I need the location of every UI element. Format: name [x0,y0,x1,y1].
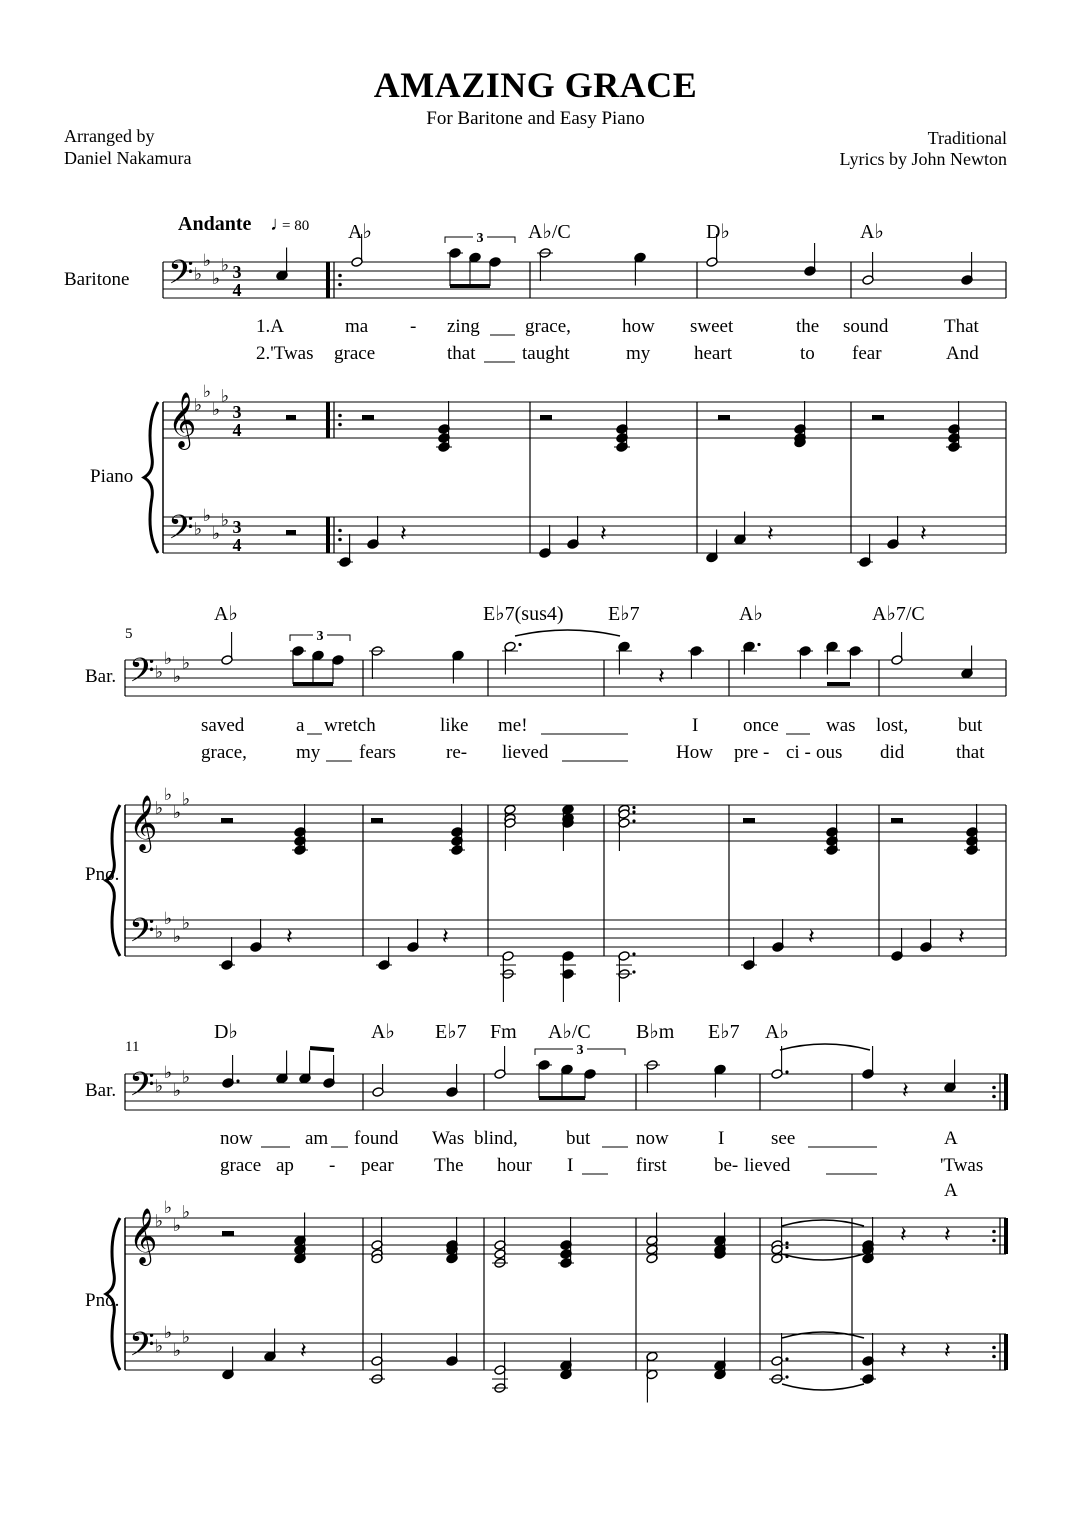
voice-instrument-short: Bar. [85,1080,117,1101]
augmentation-dot [236,1079,239,1082]
half-rest [362,415,374,420]
lyric-verse2: The [434,1155,464,1176]
key-signature-flat: ♭ [173,1341,182,1360]
lyric-verse1: the [796,316,820,337]
lyric-verse1: zing [447,316,480,337]
augmentation-dot [785,1070,788,1073]
lyric-verse2: ci - [786,742,811,763]
half-rest [718,415,730,420]
whole-rest [286,530,296,535]
composer-label: Traditional [927,128,1007,148]
lyric-verse2: lieved [744,1155,791,1176]
voice-staff [125,660,1006,696]
bass-clef: 𝄢 [168,509,194,554]
key-signature-flat: ♭ [173,1081,182,1100]
key-signature-flat: ♭ [173,927,182,946]
lyric-verse1: now [220,1128,253,1149]
half-rest [891,818,903,823]
lyric-verse2: re- [446,742,468,763]
quarter-rest: 𝄽 [944,1338,951,1363]
lyric-verse1: but [566,1128,591,1149]
key-signature-flat: ♭ [182,789,191,809]
lyric-verse1: lost, [876,715,909,736]
quarter-rest: 𝄽 [900,1222,907,1247]
key-signature-flat: ♭ [194,264,203,284]
repeat-dot [338,529,342,533]
lyric-verse1: - [410,316,417,337]
lyric-verse2: hour [497,1155,532,1176]
lyric-verse1: sound [843,316,889,337]
key-signature-flat: ♭ [155,1336,164,1356]
whole-rest [286,415,296,420]
key-signature-flat: ♭ [173,1216,182,1235]
augmentation-dot [632,810,635,813]
lyric-verse2: How [676,742,713,763]
lyric-verse2: 2.'Twas [256,343,314,364]
key-signature-flat: ♭ [203,506,212,525]
quarter-rest: 𝄽 [944,1222,951,1247]
augmentation-dot [632,952,635,955]
key-signature-flat: ♭ [182,653,191,673]
page-subtitle: For Baritone and Easy Piano [426,108,645,129]
lyric-verse2: lieved [502,742,549,763]
quarter-rest: 𝄽 [600,521,607,546]
measure-number: 11 [125,1039,140,1055]
chord-symbol: E♭7(sus4) [483,603,564,625]
chord-symbol: A♭ [860,221,884,243]
augmentation-dot [518,643,521,646]
quarter-rest: 𝄽 [658,664,665,689]
quarter-rest: 𝄽 [400,521,407,546]
chord-symbol: A♭7/C [872,603,925,625]
repeat-dot [338,538,342,542]
tempo-note: ♩ [270,213,290,235]
chord-symbol: E♭7 [435,1021,467,1043]
lyric-verse2: And [946,343,979,364]
beam [310,1048,334,1050]
lyric-verse2: fear [852,343,882,364]
time-signature-bottom: 4 [232,535,242,555]
chord-symbol: D♭ [214,1021,238,1043]
repeat-dot [992,1346,996,1350]
lyric-verse2: - [329,1155,336,1176]
key-signature-flat: ♭ [155,662,164,682]
half-rest [371,818,383,823]
key-signature-flat: ♭ [155,922,164,942]
lyric-verse2: ous [816,742,843,763]
lyric-verse1: I [692,715,699,736]
augmentation-dot [785,1246,788,1249]
lyric-verse1: how [622,316,655,337]
key-signature-flat: ♭ [212,400,221,419]
key-signature-flat: ♭ [212,269,221,288]
key-signature-flat: ♭ [155,1211,164,1231]
note [561,1064,573,1075]
key-signature-flat: ♭ [164,1063,173,1082]
repeat-dot [338,423,342,427]
key-signature-flat: ♭ [182,1067,191,1087]
lyric-verse1: am [305,1128,329,1149]
page-title: AMAZING GRACE [373,65,698,105]
lyric-verse2: be- [714,1155,739,1176]
lyric-verse1: ma [345,316,369,337]
key-signature-flat: ♭ [164,785,173,804]
bass-clef: 𝄢 [129,912,155,957]
lyric-verse2: that [956,742,985,763]
lyric-verse1: A [944,1128,958,1149]
half-rest [872,415,884,420]
chord-symbol: A♭ [371,1021,395,1043]
augmentation-dot [632,806,635,809]
lyric-verse1: blind, [474,1128,518,1149]
chord-symbol: A♭/C [548,1021,591,1043]
lyric-verse2: that [447,343,476,364]
key-signature-flat: ♭ [221,386,230,406]
treble-clef: 𝄞 [168,394,197,447]
tie [515,630,620,636]
lyric-verse2: my [296,742,321,763]
lyric-verse2: pre - [734,742,770,763]
piano-instrument-short: Pno. [85,864,120,885]
key-signature-flat: ♭ [194,395,203,415]
repeat-dot [338,283,342,287]
arranger-label: Arranged by [64,126,155,146]
chord-symbol: A♭ [765,1021,789,1043]
quarter-rest: 𝄽 [808,924,815,949]
lyric-verse2: my [626,343,651,364]
piano-instrument-short: Pno. [85,1290,120,1311]
chord-symbol: A♭ [739,603,763,625]
lyric-verse1: a [296,715,305,736]
repeat-dot [338,414,342,418]
repeat-dot [992,1095,996,1099]
lyric-verse1: once [743,715,779,736]
repeat-dot [992,1239,996,1243]
chord-symbol: E♭7 [708,1021,740,1043]
bass-clef: 𝄢 [129,1326,155,1371]
lyric-verse1: now [636,1128,669,1149]
note [312,650,324,661]
lyric-verse1: saved [201,715,245,736]
triplet-number: 3 [476,231,484,246]
voice-instrument-short: Bar. [85,666,117,687]
lyric-verse2: I [567,1155,574,1176]
treble-clef: 𝄞 [129,797,158,850]
repeat-dot [992,1230,996,1234]
time-signature-bottom: 4 [232,280,242,300]
chord-symbol: Fm [490,1021,517,1043]
lyric-verse2: pear [361,1155,394,1176]
quarter-rest: 𝄽 [442,924,449,949]
half-rest [743,818,755,823]
bass-clef: 𝄢 [129,652,155,697]
augmentation-dot [632,819,635,822]
lyric-verse2: 'Twas [940,1155,984,1176]
half-rest [221,818,233,823]
note [332,655,344,666]
key-signature-flat: ♭ [203,382,212,401]
lyric-verse3: A [944,1180,958,1201]
lyric-verse1: wretch [324,715,376,736]
note [584,1069,596,1080]
chord-symbol: E♭7 [608,603,640,625]
piano-brace [144,402,158,553]
lyric-verse2: to [800,343,815,364]
lyric-verse1: That [944,316,979,337]
triplet-number: 3 [576,1043,584,1058]
bass-clef: 𝄢 [129,1066,155,1111]
bass-clef: 𝄢 [168,254,194,299]
key-signature-flat: ♭ [164,1323,173,1342]
augmentation-dot [632,970,635,973]
measure-number: 5 [125,626,133,642]
augmentation-dot [785,1241,788,1244]
note [489,257,501,268]
lyric-verse1: I [718,1128,725,1149]
treble-clef: 𝄞 [129,1210,158,1263]
lyric-verse2: grace, [201,742,247,763]
key-signature-flat: ♭ [203,251,212,270]
quarter-rest: 𝄽 [920,521,927,546]
lyric-verse2: grace [220,1155,262,1176]
lyric-verse2: first [636,1155,667,1176]
chord-symbol: D♭ [706,221,730,243]
half-rest [222,1231,234,1236]
key-signature-flat: ♭ [194,519,203,539]
tempo-text: Andante [178,213,252,235]
lyric-verse2: fears [359,742,396,763]
quarter-rest: 𝄽 [286,924,293,949]
repeat-dot [992,1355,996,1359]
key-signature-flat: ♭ [164,1198,173,1217]
lyric-verse1: but [958,715,983,736]
lyric-verse2: heart [694,343,732,364]
lyric-verse1: Was [432,1128,465,1149]
key-signature-flat: ♭ [164,649,173,668]
lyric-verse2: grace [334,343,376,364]
quarter-rest: 𝄽 [300,1338,307,1363]
repeat-dot [992,1086,996,1090]
tempo-value: = 80 [282,218,310,234]
voice-staff [125,1074,1006,1110]
lyric-verse1: grace, [525,316,571,337]
triplet-number: 3 [316,629,324,644]
lyricist-label: Lyrics by John Newton [839,149,1007,169]
half-rest [540,415,552,420]
key-signature-flat: ♭ [164,909,173,928]
key-signature-flat: ♭ [155,1076,164,1096]
key-signature-flat: ♭ [182,1202,191,1222]
quarter-rest: 𝄽 [767,521,774,546]
time-signature-top: 3 [232,517,242,537]
quarter-rest: 𝄽 [900,1338,907,1363]
quarter-rest: 𝄽 [958,924,965,949]
time-signature-top: 3 [232,402,242,422]
key-signature-flat: ♭ [182,913,191,933]
quarter-rest: 𝄽 [902,1078,909,1103]
key-signature-flat: ♭ [212,524,221,543]
tie [780,1044,870,1050]
lyric-verse2: ap [276,1155,294,1176]
key-signature-flat: ♭ [173,667,182,686]
key-signature-flat: ♭ [155,798,164,818]
key-signature-flat: ♭ [221,510,230,530]
key-signature-flat: ♭ [182,1327,191,1347]
lyric-verse1: like [440,715,469,736]
voice-staff [163,262,1006,298]
lyric-verse1: see [771,1128,796,1149]
augmentation-dot [757,643,760,646]
augmentation-dot [785,1357,788,1360]
lyric-verse1: was [826,715,856,736]
lyric-verse1: found [354,1128,399,1149]
lyric-verse2: taught [522,343,570,364]
chord-symbol: A♭/C [528,221,571,243]
arranger-name: Daniel Nakamura [64,148,192,168]
lyric-verse2: did [880,742,905,763]
key-signature-flat: ♭ [173,803,182,822]
voice-instrument-label: Baritone [64,269,130,290]
note [469,252,481,263]
chord-symbol: B♭m [636,1021,675,1043]
repeat-dot [338,274,342,278]
lyric-verse1: me! [498,715,528,736]
chord-symbol: A♭ [348,221,372,243]
time-signature-top: 3 [232,262,242,282]
lyric-verse1: sweet [690,316,734,337]
time-signature-bottom: 4 [232,420,242,440]
chord-symbol: A♭ [214,603,238,625]
piano-instrument-label: Piano [90,466,134,487]
tie [782,1384,864,1390]
augmentation-dot [785,1375,788,1378]
lyric-verse1: 1.A [256,316,284,337]
key-signature-flat: ♭ [221,255,230,275]
